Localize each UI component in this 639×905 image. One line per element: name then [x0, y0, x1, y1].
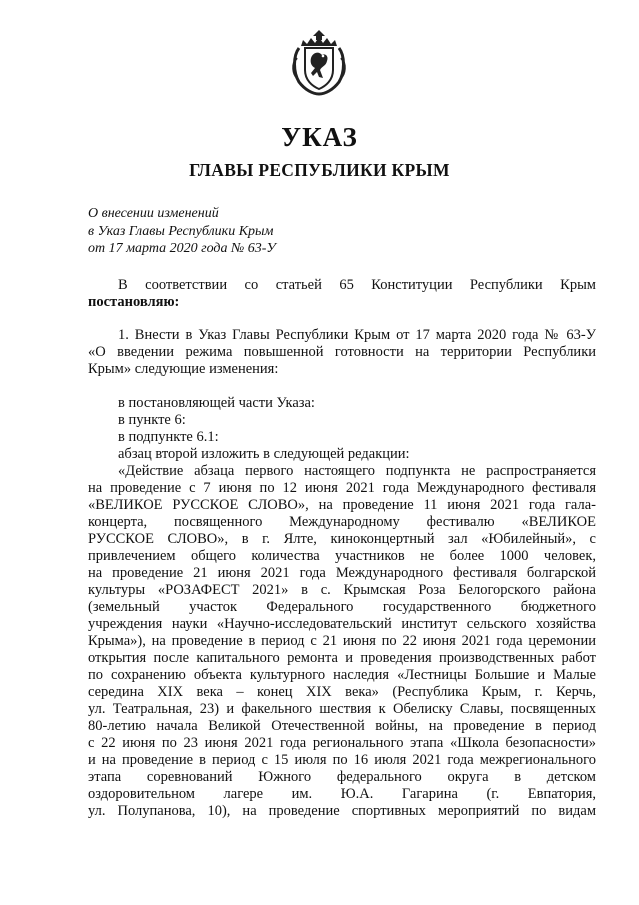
quoted-paragraph	[88, 463, 596, 820]
subject-line: в Указ Главы Республики Крым	[88, 223, 274, 239]
changes-line: в пункте 6:	[118, 412, 186, 428]
crimea-coat-of-arms-icon	[289, 28, 349, 96]
quote-line: «ВЕЛИКОЕ РУССКОЕ СЛОВО», на проведение 11 июня 2021 года гала-	[88, 497, 596, 513]
changes-line: абзац второй изложить в следующей редакции:	[118, 446, 410, 462]
quote-line: (земельный участок Федерального государственного бюджетного	[88, 599, 596, 615]
quote-line: с 22 июня по 23 июня 2021 года регионального этапа «Школа безопасности»	[88, 735, 596, 751]
item-1-line: 1. Внести в Указ Главы Республики Крым от 17 марта 2020 года № 63-У	[118, 327, 596, 343]
quote-line: середина XIX века – конец XIX века» (Республика Крым, г. Керчь,	[88, 684, 596, 700]
quote-line: концерта, посвященного Международному фестивалю «ВЕЛИКОЕ	[88, 514, 596, 530]
quote-line: ул. Полупанова, 10), на проведение спортивных мероприятий по видам	[88, 803, 596, 819]
quote-line: оздоровительном лагере им. Ю.А. Гагарина (г. Евпатория,	[88, 786, 596, 802]
subject-line: от 17 марта 2020 года № 63-У	[88, 241, 276, 256]
quote-line: культуры «РОЗАФЕСТ 2021» в с. Крымская Роза Белогорского района	[88, 582, 596, 598]
quote-line: открытия после капитального ремонта и проведения производственных работ	[88, 650, 596, 666]
quote-line: учреждения науки «Научно-исследовательский институт сельского хозяйства	[88, 616, 596, 632]
document-subtitle: ГЛАВЫ РЕСПУБЛИКИ КРЫМ	[189, 160, 450, 180]
decree-word: постановляю:	[88, 294, 180, 310]
document-title: УКАЗ	[281, 122, 358, 152]
document-subject	[88, 205, 276, 258]
quote-line: и на проведение в период с 15 июля по 16 июля 2021 года межрегионального	[88, 752, 596, 768]
item-1-line: «О введении режима повышенной готовности на территории Республики	[88, 344, 596, 360]
quote-line: «Действие абзаца первого настоящего подпункта не распространяется	[118, 463, 596, 479]
quote-line: на проведение 21 июня 2021 года Международного фестиваля болгарской	[88, 565, 596, 581]
quote-line: на проведение с 7 июня по 12 июня 2021 года Международного фестиваля	[88, 480, 596, 496]
quote-line: Крыма»), на проведение в период с 21 июня по 22 июня 2021 года церемонии	[88, 633, 596, 649]
changes-line: в подпункте 6.1:	[118, 429, 219, 445]
quote-line: по сохранению объекта культурного наследия «Лестницы Большие и Малые	[88, 667, 596, 683]
quote-line: привлечением общего количества участников не более 1000 человек,	[88, 548, 596, 564]
preamble	[88, 277, 596, 311]
subject-line: О внесении изменений	[88, 206, 219, 221]
quote-line: РУССКОЕ СЛОВО», в г. Ялте, киноконцертный зал «Юбилейный», с	[88, 531, 596, 547]
preamble-line: В соответствии со статьей 65 Конституции Республики Крым	[118, 277, 596, 293]
item-1-line: Крым» следующие изменения:	[88, 361, 279, 377]
quote-line: этапа соревнований Южного федерального округа в детском	[88, 769, 596, 785]
changes-intro	[88, 395, 596, 463]
quote-line: ул. Театральная, 23) и факельного шествия к Обелиску Славы, посвященных	[88, 701, 596, 717]
changes-line: в постановляющей части Указа:	[118, 395, 315, 411]
quote-line: 80-летию начала Великой Отечественной войны, на проведение в период	[88, 718, 596, 734]
item-1	[88, 327, 596, 378]
